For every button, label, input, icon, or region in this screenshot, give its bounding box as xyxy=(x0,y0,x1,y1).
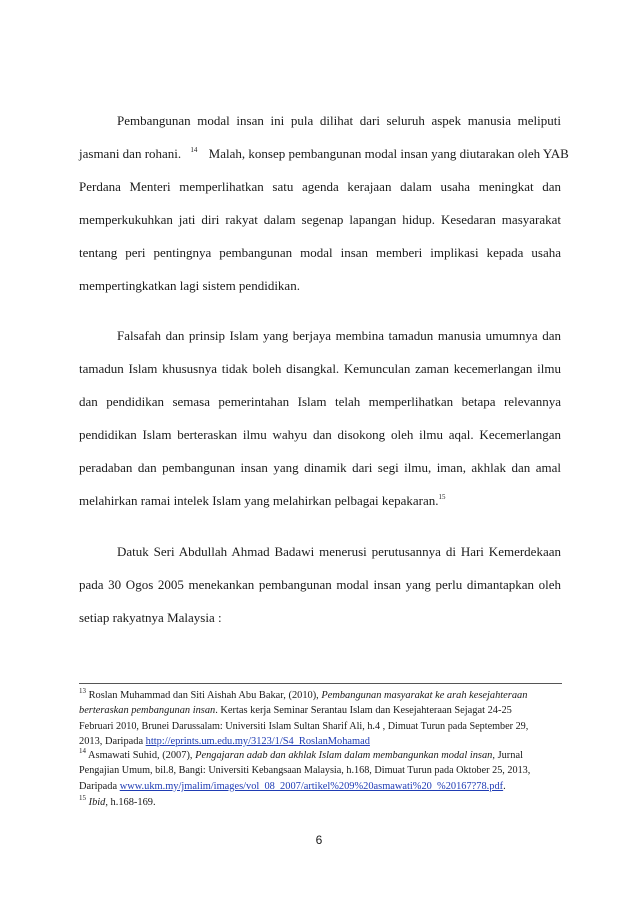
text-line: Datuk Seri Abdullah Ahmad Badawi menerusi perutusannya di Hari Kemerdekaan xyxy=(117,544,561,559)
text-line: setiap rakyatnya Malaysia : xyxy=(79,610,222,625)
text-line xyxy=(79,491,561,524)
footnote-link[interactable]: www.ukm.my/jmalim/images/vol_08_2007/artikel%209%20asmawati%20_%20167?78.pdf xyxy=(119,780,504,792)
text-line: memperkukuhkan jati diri rakyat dalam segenap lapangan hidup. Kesedaran masyarakat xyxy=(79,212,561,227)
footnote-title: berteraskan pembangunan insan xyxy=(79,705,216,717)
text-line: Pembangunan modal insan ini pula dilihat dari seluruh aspek manusia meliputi xyxy=(117,113,561,128)
footnote-ref-14[interactable]: 14 xyxy=(190,146,198,154)
text-fragment: melahirkan ramai intelek Islam yang melahirkan pelbagai kepakaran. xyxy=(79,493,439,508)
text-fragment: jasmani dan rohani. xyxy=(79,146,182,161)
text-line: tamadun Islam khususnya tidak boleh disangkal. Kemunculan zaman kecemerlangan ilmu xyxy=(79,361,561,376)
footnote-line: Pengajian Umum, bil.8, Bangi: Universiti Kebangsaan Malaysia, h.168, Dimuat Turun pada Oktober 25, 2013, xyxy=(79,765,531,777)
footnote-15 xyxy=(79,795,562,810)
text-line: mempertingkatkan lagi sistem pendidikan. xyxy=(79,278,300,293)
footnote-ref-15[interactable]: 15 xyxy=(438,493,446,501)
footnote-number: 15 xyxy=(79,794,86,802)
paragraph-1 xyxy=(79,111,569,309)
paragraph-3 xyxy=(79,542,561,641)
footnote-line xyxy=(79,795,562,810)
text-fragment: Malah, konsep pembangunan modal insan yang diutarakan oleh YAB xyxy=(208,146,569,161)
text-line: pendidikan Islam berteraskan ilmu wahyu dan disokong oleh ilmu aqal. Kecemerlangan xyxy=(79,427,561,442)
footnote-text: , h.168-169. xyxy=(105,797,156,808)
footnote-text: . Kertas kerja Seminar Serantau Islam dan Kesejahteraan Sejagat 24-25 xyxy=(215,705,512,717)
footnote-13 xyxy=(79,688,562,749)
paragraph-2 xyxy=(79,326,561,524)
text-line: peradaban dan pembangunan insan yang dinamik dari segi ilmu, iman, akhlak dan amal xyxy=(79,460,561,475)
footnote-text: Asmawati Suhid, (2007), xyxy=(88,750,196,761)
footnote-text: 2013, Daripada xyxy=(79,735,146,747)
text-line: tentang peri pentingnya pembangunan modal insan memberi implikasi kepada usaha xyxy=(79,245,561,260)
footnote-link[interactable]: http://eprints.um.edu.my/3123/1/S4_RoslanMohamad xyxy=(145,735,370,747)
footnote-line xyxy=(79,703,562,718)
footnote-line xyxy=(79,779,562,794)
text-line xyxy=(79,144,569,177)
footnote-title: Pembangunan masyarakat ke arah kesejahteraan xyxy=(321,690,528,701)
text-line: pada 30 Ogos 2005 menekankan pembangunan modal insan yang perlu dimantapkan oleh xyxy=(79,577,561,592)
text-line: Falsafah dan prinsip Islam yang berjaya membina tamadun manusia umumnya dan xyxy=(117,328,561,343)
footnote-line xyxy=(79,734,562,749)
footnote-number: 13 xyxy=(79,687,86,695)
footnote-divider xyxy=(79,683,562,684)
footnote-text: , Jurnal xyxy=(492,750,523,761)
footnote-text: . xyxy=(503,780,506,792)
footnote-line xyxy=(79,688,562,703)
text-line: Perdana Menteri memperlihatkan satu agenda kerajaan dalam usaha meningkat dan xyxy=(79,179,561,194)
footnote-number: 14 xyxy=(79,747,86,755)
page-number: 6 xyxy=(315,833,323,847)
footnote-text: Roslan Muhammad dan Siti Aishah Abu Bakar, (2010), xyxy=(88,690,322,701)
footnote-line xyxy=(79,748,562,763)
footnote-line: Februari 2010, Brunei Darussalam: Universiti Islam Sultan Sharif Ali, h.4 , Dimuat Turun pada September 29, xyxy=(79,720,529,732)
footnote-title: Pengajaran adab dan akhlak Islam dalam membangunkan modal insan xyxy=(195,750,493,761)
footnote-text: Daripada xyxy=(79,780,120,792)
text-line: dan pendidikan semasa pemerintahan Islam telah memperlihatkan betapa relevannya xyxy=(79,394,561,409)
footnote-14 xyxy=(79,748,562,794)
footnote-ibid: Ibid xyxy=(88,797,106,808)
